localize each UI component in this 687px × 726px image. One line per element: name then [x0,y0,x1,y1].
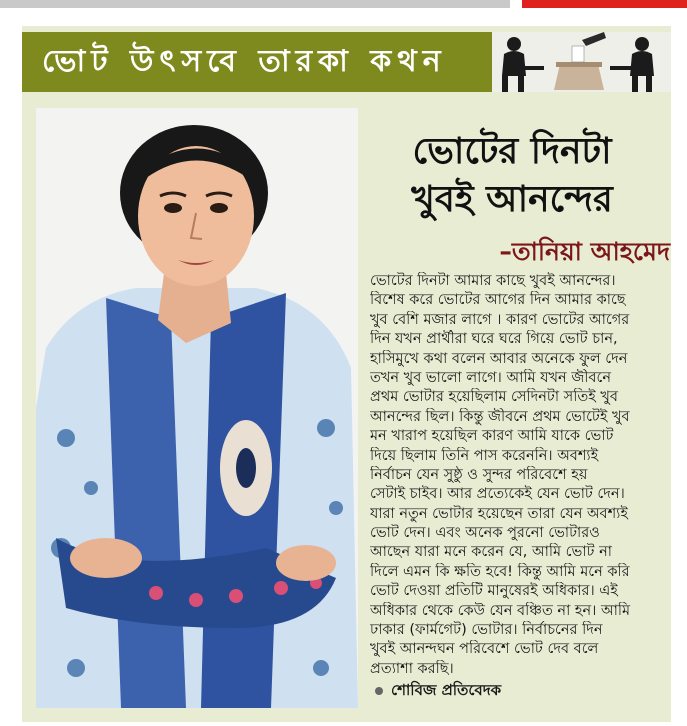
body-line: অধিকার থেকে কেউ যেন বঞ্চিত না হন। আমি [370,602,631,619]
top-divider-gray [0,0,510,8]
article-byline: –তানিয়া আহমেদ [499,237,670,266]
body-line: ভোট দেন। এবং অনেক পুরনো ভোটারও [370,525,600,542]
body-line: বিশেষ করে ভোটের আগের দিন আমার কাছে [370,292,626,309]
body-line: তখন খুব ভালো লাগে। আমি যখন জীবনে [370,369,611,386]
body-line: যারা নতুন ভোটার হয়েছেন তারা যেন অবশ্যই [370,505,628,522]
article-body [370,272,668,679]
portrait-photo [36,108,358,708]
section-title: ভোট উৎসবে তারকা কথন [42,43,447,79]
body-line: দিয়ে ছিলাম তিনি পাস করেননি। অবশ্যই [370,447,599,464]
body-line: ভোটের দিনটা আমার কাছে খুবই আনন্দের। [370,273,616,289]
body-line: ভোট দেওয়া প্রতিটি মানুষেরই অধিকার। এই [370,583,618,600]
body-line: সেটাই চাইব। আর প্রত্যেকেই যেন ভোট দেন। [370,486,625,503]
body-line: খুব বেশি মজার লাগে । কারণ ভোটের আগের [370,311,630,328]
body-line: নির্বাচন যেন সুষ্ঠু ও সুন্দর পরিবেশে হয় [370,466,588,483]
reporter-credit [375,679,501,704]
headline-line-1: ভোটের দিনটা [412,131,612,172]
body-line: দিলে এমন কি ক্ষতি হবে! কিন্তু আমি মনে করি [370,563,630,580]
voting-illustration [492,32,671,92]
body-line: ঢাকার (ফার্মগেট) ভোটার। নির্বাচনের দিন [370,622,603,639]
body-line: প্রথম ভোটার হয়েছিলাম সেদিনটা সতিই খুব [370,389,618,406]
body-line: হাসিমুখে কথা বলেন আবার অনেকে ফুল দেন [370,350,628,367]
body-line: খুবই আনন্দঘন পরিবেশে ভোট দেব বলে [370,641,599,658]
bullet-icon [375,687,383,695]
body-line: প্রত্যাশা করছি। [370,660,454,677]
reporter-name: শোবিজ প্রতিবেদক [391,681,502,699]
body-line: মন খারাপ হয়েছিল কারণ আমি যাকে ভোট [370,428,614,445]
article-headline [362,128,662,224]
body-line: আছেন যারা মনে করেন যে, আমি ভোট না [370,544,612,561]
section-header [22,32,492,92]
top-divider-red [522,0,687,8]
body-line: দিন যখন প্রার্থীরা ঘরে ঘরে গিয়ে ভোট চান, [370,331,618,348]
headline-line-2: খুবই আনন্দের [411,179,613,220]
body-line: আনন্দের ছিল। কিন্তু জীবনে প্রথম ভোটেই খুব [370,408,630,425]
